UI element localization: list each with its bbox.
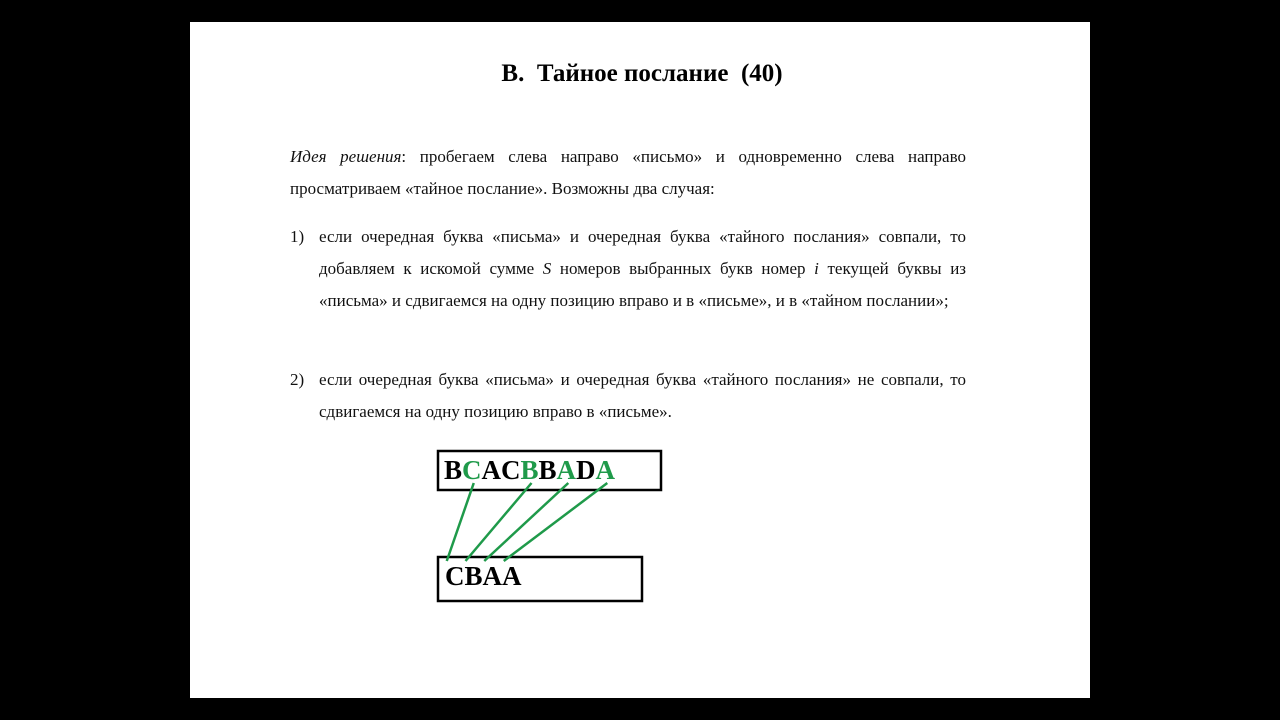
- case-number: 2): [290, 370, 305, 389]
- slide: [190, 22, 1090, 698]
- letter-char: B: [444, 455, 463, 485]
- secret-string: [445, 561, 522, 591]
- intro-label: Идея решения: [290, 147, 402, 166]
- letter-char: C: [501, 455, 521, 485]
- matching-diagram: [190, 22, 1090, 698]
- variable-s: S: [542, 259, 552, 278]
- connector-lines: [447, 483, 608, 561]
- case-number: 1): [290, 227, 305, 246]
- match-connector: [447, 483, 474, 561]
- intro-text: : пробегаем слева направо «письмо» и одновременно слева направо просматриваем «тайное послание». Возможны два случая:: [290, 147, 966, 198]
- letter-string: [444, 455, 616, 485]
- letter-char: D: [576, 455, 596, 485]
- slide-title: B. Тайное послание (40): [501, 60, 783, 87]
- case-text-a: если очередная буква «письма» и очередная буква «тайного послания» совпали, то добавляем к искомой сумме: [319, 227, 966, 278]
- case-body: если очередная буква «письма» и очередная буква «тайного послания» не совпали, то сдвигаемся на одну позицию вправо в «письме».: [319, 370, 966, 421]
- letter-char: A: [556, 455, 577, 485]
- secret-char: B: [464, 561, 483, 591]
- letter-char: B: [538, 455, 557, 485]
- case-text-c: текущей буквы из «письма» и сдвигаемся на одну позицию вправо и в «письме», и в «тайном послании»;: [319, 259, 967, 310]
- variable-i: i: [814, 259, 819, 278]
- letter-char: C: [462, 455, 482, 485]
- letter-char: A: [595, 455, 616, 485]
- letter-char: A: [481, 455, 502, 485]
- secret-char: C: [445, 561, 465, 591]
- letter-char: B: [520, 455, 539, 485]
- secret-char: A: [502, 561, 522, 591]
- case-text-b: номеров выбранных букв номер: [551, 259, 815, 278]
- secret-char: A: [482, 561, 503, 591]
